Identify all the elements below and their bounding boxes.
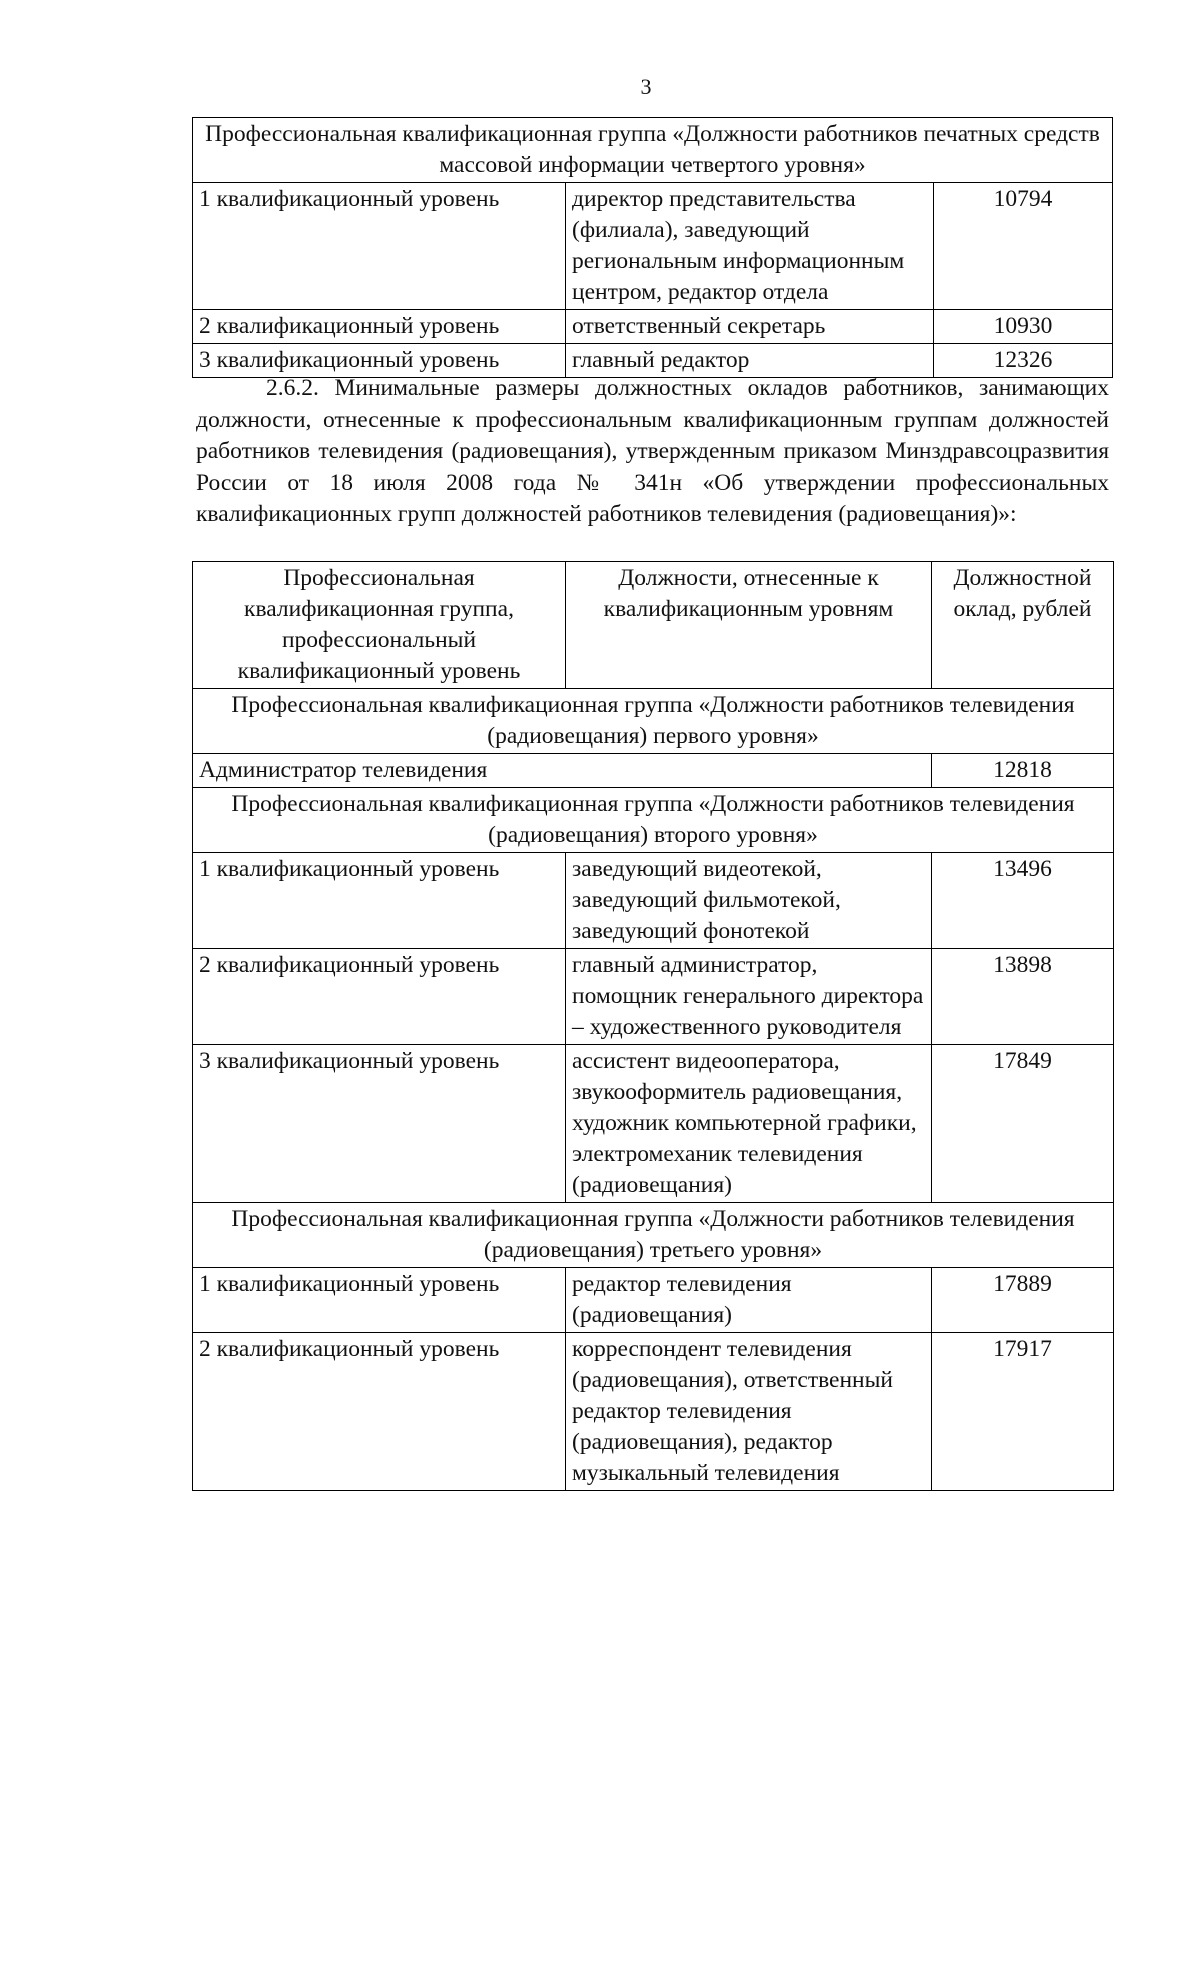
qualification-level: 2 квалификационный уровень	[193, 1333, 566, 1491]
table-header-row	[193, 562, 1114, 689]
header-positions: Должности, отнесенные к квалификационным уровням	[566, 562, 932, 689]
paragraph-text: 2.6.2. Минимальные размеры должностных окладов работников, занимающих должности, отнесенные к профессиональным квалификационным группам должностей работников телевидения (радиовещания), утвержденным приказом Минздравсоцразвития России от 18 июля 2008 года № 341н «Об утверждении профессиональных квалификационных групп должностей работников телевидения (радиовещания)»:	[196, 375, 1109, 527]
qualification-level: 1 квалификационный уровень	[193, 853, 566, 949]
salary-table-television	[192, 561, 1114, 1491]
table-group-row	[193, 788, 1114, 853]
salary-table-print-media	[192, 117, 1113, 378]
group-title: Профессиональная квалификационная группа «Должности работников печатных средств массовой информации четвертого уровня»	[193, 118, 1113, 183]
group-title: Профессиональная квалификационная группа «Должности работников телевидения (радиовещания) первого уровня»	[193, 689, 1114, 754]
table-row	[193, 1045, 1114, 1203]
table-row	[193, 853, 1114, 949]
positions: главный администратор, помощник генерального директора – художественного руководителя	[566, 949, 932, 1045]
positions: директор представительства (филиала), заведующий региональным информационным центром, редактор отдела	[566, 183, 934, 310]
qualification-level: 1 квалификационный уровень	[193, 1268, 566, 1333]
table-row	[193, 310, 1113, 344]
page-number: 3	[640, 74, 652, 99]
table-row	[193, 1333, 1114, 1491]
positions: заведующий видеотекой, заведующий фильмотекой, заведующий фонотекой	[566, 853, 932, 949]
salary: 12326	[934, 344, 1113, 378]
qualification-level: 2 квалификационный уровень	[193, 310, 566, 344]
qualification-level: 3 квалификационный уровень	[193, 344, 566, 378]
salary: 12818	[932, 754, 1114, 788]
table-group-row	[193, 1203, 1114, 1268]
header-group-level: Профессиональная квалификационная группа, профессиональный квалификационный уровень	[193, 562, 566, 689]
salary: 13898	[932, 949, 1114, 1045]
positions: Администратор телевидения	[193, 754, 932, 788]
salary: 17849	[932, 1045, 1114, 1203]
group-title: Профессиональная квалификационная группа «Должности работников телевидения (радиовещания) третьего уровня»	[193, 1203, 1114, 1268]
group-title: Профессиональная квалификационная группа «Должности работников телевидения (радиовещания) второго уровня»	[193, 788, 1114, 853]
positions: ассистент видеооператора, звукооформитель радиовещания, художник компьютерной графики, электромеханик телевидения (радиовещания)	[566, 1045, 932, 1203]
table-row	[193, 1268, 1114, 1333]
positions: ответственный секретарь	[566, 310, 934, 344]
table-group-row	[193, 689, 1114, 754]
salary: 17917	[932, 1333, 1114, 1491]
positions: редактор телевидения (радиовещания)	[566, 1268, 932, 1333]
table-row	[193, 183, 1113, 310]
header-salary: Должностной оклад, рублей	[932, 562, 1114, 689]
table-row	[193, 949, 1114, 1045]
positions: главный редактор	[566, 344, 934, 378]
positions: корреспондент телевидения (радиовещания), ответственный редактор телевидения (радиовещания), редактор музыкальный телевидения	[566, 1333, 932, 1491]
salary: 10930	[934, 310, 1113, 344]
qualification-level: 2 квалификационный уровень	[193, 949, 566, 1045]
paragraph-2-6-2	[196, 373, 1109, 531]
salary: 13496	[932, 853, 1114, 949]
salary: 10794	[934, 183, 1113, 310]
table-row	[193, 754, 1114, 788]
qualification-level: 3 квалификационный уровень	[193, 1045, 566, 1203]
qualification-level: 1 квалификационный уровень	[193, 183, 566, 310]
table-group-row	[193, 118, 1113, 183]
salary: 17889	[932, 1268, 1114, 1333]
